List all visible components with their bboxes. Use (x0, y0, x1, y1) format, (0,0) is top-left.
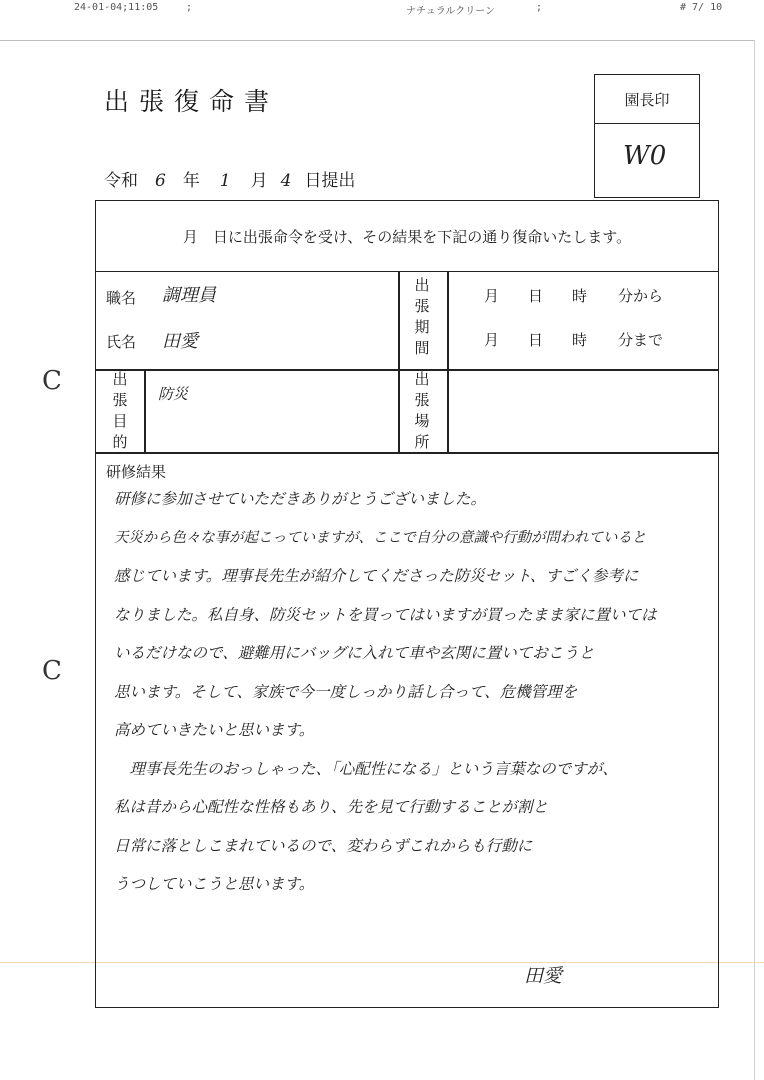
report-line: 天災から色々な事が起こっていますが、ここで自分の意識や行動が問われていると (114, 529, 647, 546)
name-value: 田愛 (162, 331, 198, 352)
fax-separator: ; (186, 2, 193, 13)
report-line: 日常に落としこまれているので、変わらずこれからも行動に (114, 836, 533, 855)
job-title-value: 調理員 (162, 285, 216, 306)
signature: 田愛 (524, 965, 563, 987)
row-divider (96, 452, 718, 454)
report-line: いるだけなので、避難用にバッグに入れて車や玄関に置いておこうと (114, 644, 595, 662)
training-results-label: 研修結果 (106, 463, 167, 481)
stamp-label: 園長印 (595, 75, 699, 124)
fax-sender: ナチュラルクリーン (406, 6, 495, 17)
punch-hole-mark: C (42, 656, 62, 686)
report-line: 私は昔から心配性な性格もあり、先を見て行動することが割と (114, 798, 549, 816)
period-from-day: 日 (528, 287, 544, 305)
report-line: 感じています。理事長先生が紹介してくださった防災セット、すごく参考に (114, 567, 639, 585)
date-year: 6 (154, 171, 166, 191)
document-title: 出張復命書 (104, 87, 280, 116)
trip-place-label: 出張場所 (414, 370, 430, 451)
fax-page-number: # 7/ 10 (680, 2, 723, 13)
fax-rule (0, 40, 754, 41)
name-label: 氏名 (106, 333, 137, 351)
period-to-hour: 時 (572, 331, 588, 349)
date-era: 令和 (104, 171, 138, 191)
period-from-hour: 時 (572, 287, 588, 305)
form-intro: 月 日に出張命令を受け、その結果を下記の通り復命いたします。 (96, 201, 718, 272)
principal-stamp: W0 (623, 141, 667, 171)
column-divider (398, 271, 400, 452)
column-divider (144, 369, 146, 452)
report-line: 研修に参加させていただきありがとうございました。 (114, 490, 487, 508)
punch-hole-mark: C (42, 366, 62, 396)
row-divider (96, 369, 718, 371)
job-title-label: 職名 (106, 289, 137, 307)
period-to-month: 月 (484, 331, 500, 349)
submission-date (104, 166, 355, 191)
date-month-unit: 月 (250, 171, 268, 191)
trip-purpose-value: 防災 (158, 385, 189, 403)
page-edge (754, 40, 755, 1080)
date-day: 4 (280, 171, 292, 191)
report-line: 高めていきたいと思います。 (114, 721, 315, 739)
report-line: なりました。私自身、防災セットを買ってはいますが買ったまま家に置いては (114, 605, 657, 624)
report-line: うつしていこうと思います。 (114, 875, 315, 893)
principal-stamp-box (594, 74, 700, 198)
report-line: 理事長先生のおっしゃった、「心配性になる」という言葉なのですが、 (114, 759, 618, 778)
period-from-month: 月 (484, 287, 500, 305)
report-form (95, 200, 719, 1008)
trip-purpose-label: 出張目的 (112, 370, 128, 451)
date-year-unit: 年 (182, 171, 200, 191)
training-results-text (114, 487, 714, 911)
period-from-minute: 分から (618, 287, 664, 305)
date-month: 1 (219, 171, 231, 191)
fax-separator: ; (536, 2, 543, 13)
period-to-day: 日 (528, 331, 544, 349)
period-to-minute: 分まで (618, 331, 664, 349)
fax-timestamp: 24-01-04;11:05 (74, 2, 159, 13)
trip-period-label: 出張期間 (414, 276, 430, 357)
report-line: 思います。そして、家族で今一度しっかり話し合って、危機管理を (114, 682, 578, 701)
date-day-unit: 日提出 (304, 171, 356, 191)
column-divider (447, 271, 449, 452)
